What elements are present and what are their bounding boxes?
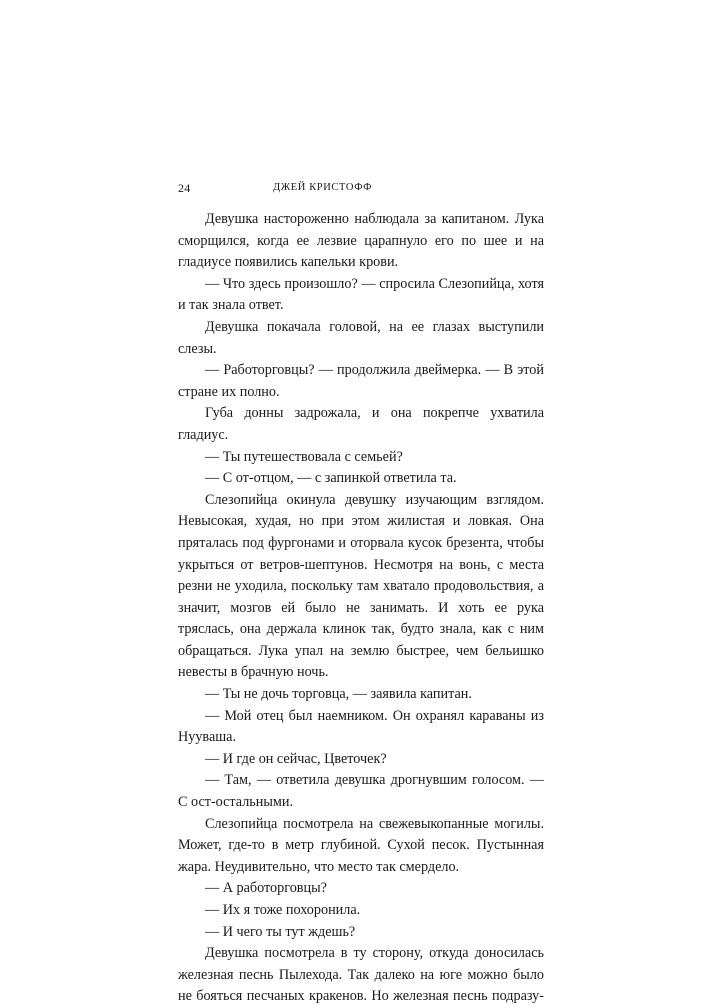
running-head: ДЖЕЙ КРИСТОФФ	[273, 182, 372, 193]
paragraph: Девушка покачала головой, на ее глазах выступили слезы.	[178, 318, 544, 357]
paragraph: — И где он сейчас, Цветочек?	[205, 750, 387, 767]
paragraph: — А работорговцы?	[205, 880, 327, 897]
paragraph: — Ты не дочь торговца, — заявила капитан.	[205, 686, 472, 703]
paragraph: — Что здесь произошло? — спросила Слезопийца, хотя и так знала ответ.	[178, 275, 544, 314]
paragraph: — С от-отцом, — с запинкой ответила та.	[205, 470, 457, 487]
paragraph: Слезопийца окинула девушку изучающим взглядом. Невысокая, худая, но при этом жилистая и ловкая. Она пряталась под фургонами и оторвала кусок брезента, чтобы укрыться от ветров-шептунов. Несмотря на вонь, с места резни не уходила, поскольку там хватало продовольствия, а значит, мозгов ей было не занимать. И хоть ее рука тряслась, она держала клинок так, будто знала, как с ним обращаться. Лука упал на землю быстрее, чем бельишко невесты в брачную ночь.	[178, 491, 544, 681]
page-header	[178, 181, 544, 201]
body-text	[178, 209, 544, 1008]
paragraph: — И чего ты тут ждешь?	[205, 923, 356, 940]
paragraph: — Ты путешествовала с семьей?	[205, 448, 403, 465]
paragraph: — Мой отец был наемником. Он охранял караваны из Нууваша.	[178, 707, 544, 746]
paragraph: Слезопийца посмотрела на свежевыкопанные могилы. Может, где-то в метр глубиной. Сухой песок. Пустынная жара. Неудивительно, что место так смердело.	[178, 815, 544, 875]
paragraph: Девушка посмотрела в ту сторону, откуда доносилась железная песнь Пылехода. Так далеко на юге можно было не бояться песчаных кракенов. Но железная песнь подразу-	[178, 945, 544, 1005]
paragraph: — Их я тоже похоронила.	[205, 902, 361, 918]
paragraph: — Там, — ответила девушка дрогнувшим голосом. — С ост-остальными.	[178, 772, 544, 811]
paragraph: Губа донны задрожала, и она покрепче ухватила гладиус.	[178, 405, 544, 443]
page-number: 24	[178, 181, 191, 195]
paragraph: Девушка настороженно наблюдала за капитаном. Лука сморщился, когда ее лезвие царапнуло его по шее и на гладиусе появились капельки крови.	[178, 211, 544, 271]
paragraph: — Работорговцы? — продолжила двеймерка. — В этой стране их полно.	[178, 362, 544, 400]
